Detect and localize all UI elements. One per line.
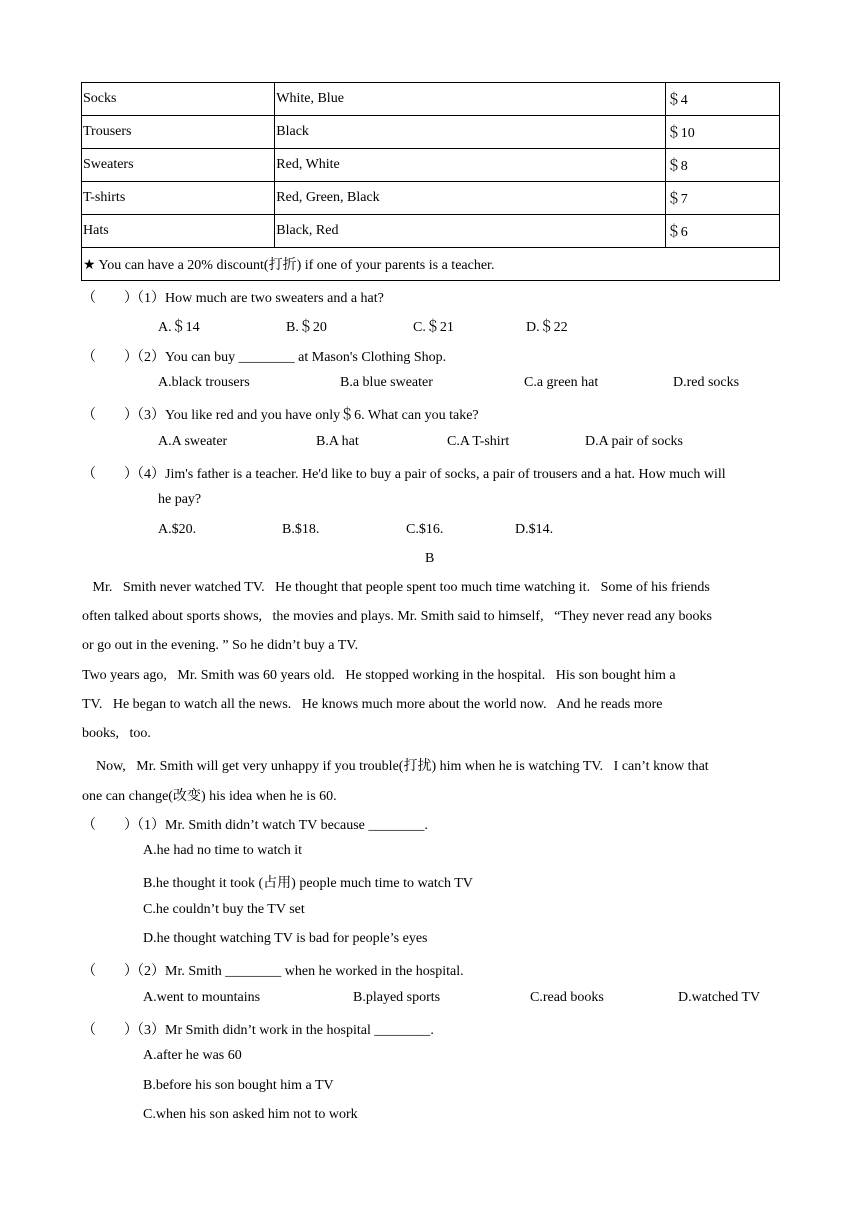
option-a: A.$20. <box>158 522 197 537</box>
question-a2 <box>82 346 446 366</box>
option-b: B.he thought it took (占用) people much time to watch TV <box>143 876 473 891</box>
question-stem: （2）You can buy ________ at Mason's Clothing Shop. <box>130 350 447 365</box>
option-c: C.when his son asked him not to work <box>143 1107 358 1122</box>
question-a1 <box>82 287 384 307</box>
table-row <box>82 83 780 116</box>
table-row <box>82 182 780 215</box>
passage-line: one can change(改变) his idea when he is 60. <box>82 789 337 804</box>
item-cell: Sweaters <box>82 149 275 182</box>
discount-note: ★ You can have a 20% discount(打折) if one of your parents is a teacher. <box>82 248 780 281</box>
option-b: B.before his son bought him a TV <box>143 1078 334 1093</box>
option-a: A.he had no time to watch it <box>143 843 303 858</box>
option-b: B.＄20 <box>286 320 327 335</box>
option-d: D.he thought watching TV is bad for people’s eyes <box>143 931 428 946</box>
table-row <box>82 215 780 248</box>
option-c: C.read books <box>530 990 604 1005</box>
option-b: B.a blue sweater <box>340 375 433 390</box>
colors-cell: Red, Green, Black <box>275 182 666 215</box>
option-a: A.＄14 <box>158 320 200 335</box>
price-cell: ＄4 <box>665 83 779 116</box>
question-stem: （3）You like red and you have only＄6. What can you take? <box>130 408 479 423</box>
answer-blank[interactable]: （ ） <box>82 350 138 365</box>
option-c: C.a green hat <box>524 375 599 390</box>
option-a: A.A sweater <box>158 434 228 449</box>
table-row <box>82 149 780 182</box>
answer-blank[interactable]: （ ） <box>82 291 138 306</box>
price-cell: ＄7 <box>665 182 779 215</box>
passage-line: Two years ago, Mr. Smith was 60 years old. He stopped working in the hospital. His son bought him a <box>82 668 676 683</box>
price-cell: ＄10 <box>665 116 779 149</box>
question-stem-continued: he pay? <box>158 492 202 507</box>
question-stem: （1）How much are two sweaters and a hat? <box>130 291 384 306</box>
passage-line: Mr. Smith never watched TV. He thought that people spent too much time watching it. Some of his friends <box>82 580 710 595</box>
option-d: D.A pair of socks <box>585 434 683 449</box>
question-stem: （3）Mr Smith didn’t work in the hospital ________. <box>130 1023 434 1038</box>
price-table <box>81 82 780 281</box>
colors-cell: Black, Red <box>275 215 666 248</box>
option-c: C.＄21 <box>413 320 454 335</box>
answer-blank[interactable]: （ ） <box>82 467 138 482</box>
question-b2 <box>82 960 464 980</box>
option-b: B.played sports <box>353 990 441 1005</box>
option-d: D.red socks <box>673 375 740 390</box>
passage-line: TV. He began to watch all the news. He knows much more about the world now. And he reads more <box>82 697 663 712</box>
question-b3 <box>82 1019 434 1039</box>
option-c: C.$16. <box>406 522 444 537</box>
option-a: A.black trousers <box>158 375 250 390</box>
colors-cell: Red, White <box>275 149 666 182</box>
colors-cell: Black <box>275 116 666 149</box>
price-cell: ＄8 <box>665 149 779 182</box>
question-a4 <box>82 463 726 483</box>
option-c: C.A T-shirt <box>447 434 510 449</box>
question-stem: （4）Jim's father is a teacher. He'd like to buy a pair of socks, a pair of trousers and a hat. How much will <box>130 467 726 482</box>
table-row <box>82 116 780 149</box>
colors-cell: White, Blue <box>275 83 666 116</box>
passage-line: Now, Mr. Smith will get very unhappy if you trouble(打扰) him when he is watching TV. I can’t know that <box>82 759 709 774</box>
item-cell: Socks <box>82 83 275 116</box>
item-cell: Trousers <box>82 116 275 149</box>
option-d: D.$14. <box>515 522 554 537</box>
passage-line: or go out in the evening. ” So he didn’t buy a TV. <box>82 638 359 653</box>
item-cell: T-shirts <box>82 182 275 215</box>
section-heading: B <box>425 551 435 566</box>
question-a3 <box>82 404 479 424</box>
table-note-row <box>82 248 780 281</box>
answer-blank[interactable]: （ ） <box>82 818 138 833</box>
question-b1 <box>82 814 428 834</box>
passage-line: books, too. <box>82 726 151 741</box>
answer-blank[interactable]: （ ） <box>82 1023 138 1038</box>
question-stem: （1）Mr. Smith didn’t watch TV because ________. <box>130 818 428 833</box>
option-b: B.A hat <box>316 434 359 449</box>
answer-blank[interactable]: （ ） <box>82 964 138 979</box>
passage-line: often talked about sports shows, the movies and plays. Mr. Smith said to himself, “They never read any books <box>82 609 712 624</box>
option-b: B.$18. <box>282 522 320 537</box>
option-d: D.＄22 <box>526 320 568 335</box>
option-a: A.after he was 60 <box>143 1048 242 1063</box>
price-cell: ＄6 <box>665 215 779 248</box>
option-d: D.watched TV <box>678 990 761 1005</box>
question-stem: （2）Mr. Smith ________ when he worked in the hospital. <box>130 964 464 979</box>
item-cell: Hats <box>82 215 275 248</box>
answer-blank[interactable]: （ ） <box>82 408 138 423</box>
option-c: C.he couldn’t buy the TV set <box>143 902 305 917</box>
option-a: A.went to mountains <box>143 990 261 1005</box>
